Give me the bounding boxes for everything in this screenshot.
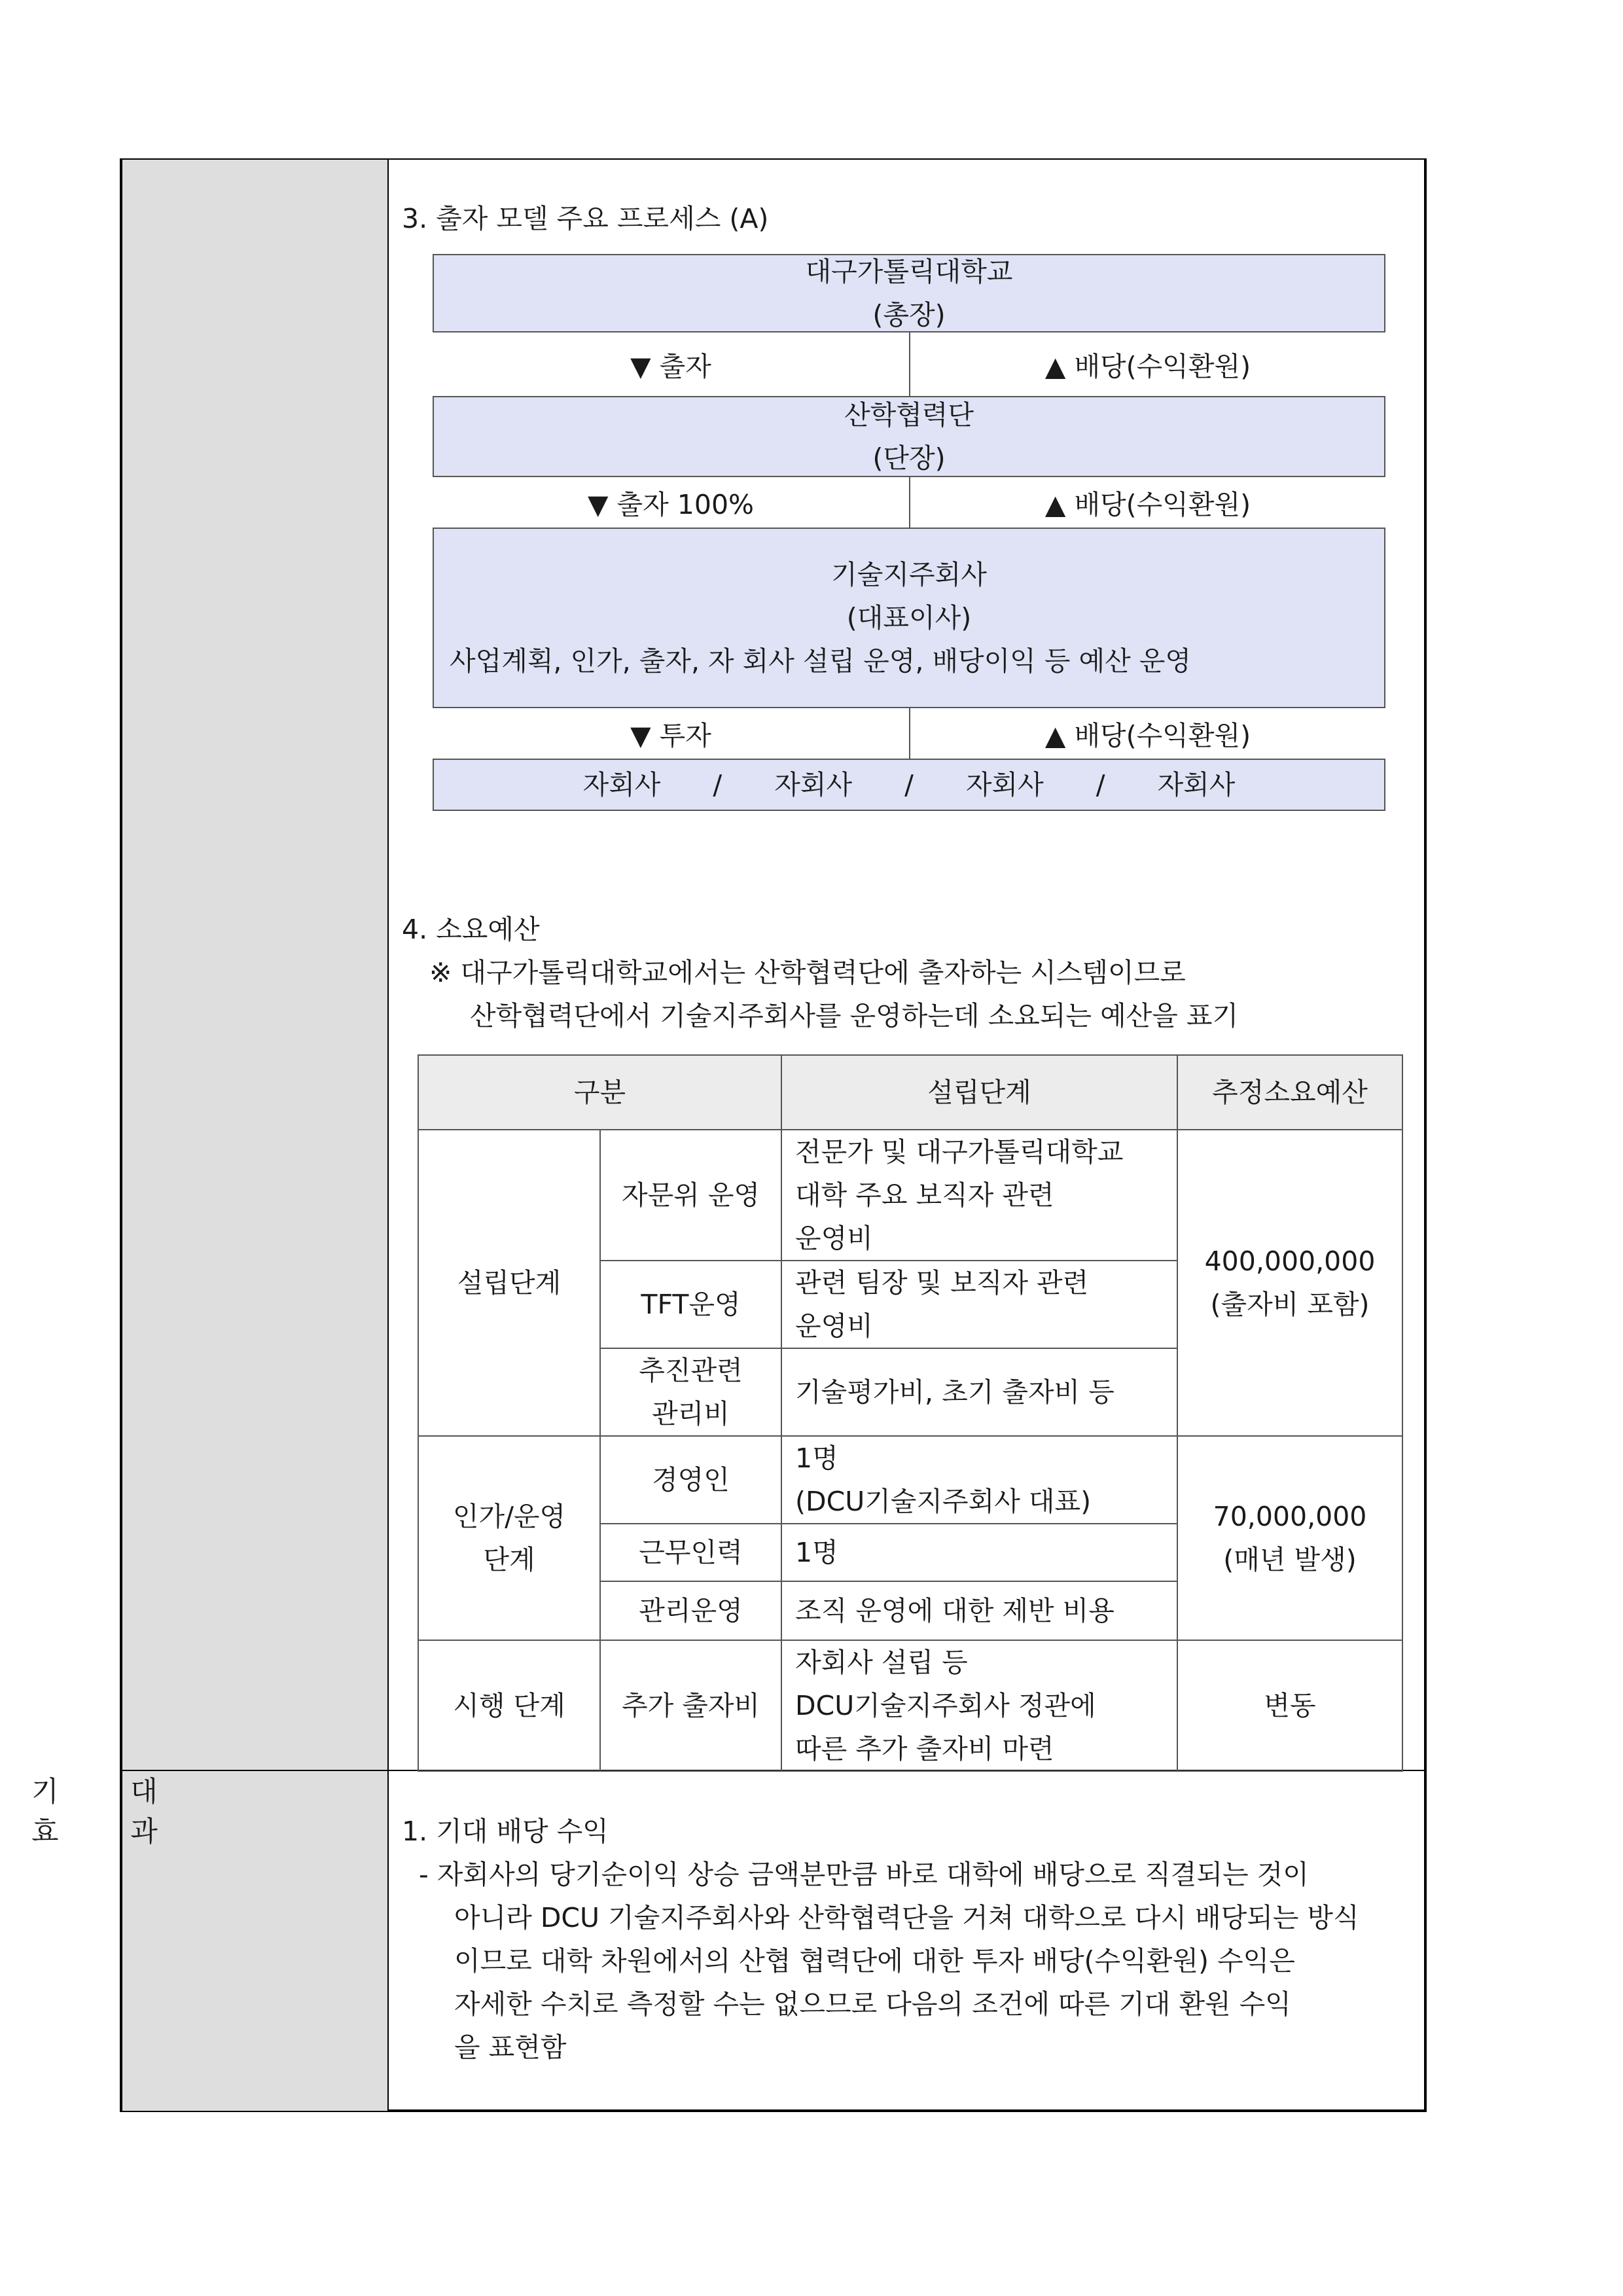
effects-line: 아니라 DCU 기술지주회사와 산학협력단을 거쳐 대학으로 다시 배당되는 방식 [454,1902,1359,1933]
university-role: (총장) [872,299,946,331]
subsidiaries-box [433,759,1385,811]
item-label: 관리운영 [600,1581,781,1640]
table-row [418,1130,1402,1261]
item-label: 추가 출자비 [600,1640,781,1771]
process-heading: 3. 출자 모델 주요 프로세스 (A) [402,203,769,234]
flow-row-1 [433,332,1385,396]
item-label: TFT운영 [600,1261,781,1348]
budget-note-line-1: ※ 대구가톨릭대학교에서는 산학협력단에 출자하는 시스템이므로 [429,957,1186,988]
effects-line: 자세한 수치로 측정할 수는 없으므로 다음의 조건에 따른 기대 환원 수익 [454,1988,1291,2020]
dividend-arrow-label: ▲ 배당(수익환원) [1044,489,1251,520]
subsidiary-label: 자회사 [774,769,853,800]
group-estimate: 70,000,000 (매년 발생) [1177,1436,1402,1640]
holding-company-role: (대표이사) [846,602,972,634]
industry-foundation-box [433,396,1385,477]
effects-heading: 1. 기대 배당 수익 [402,1816,609,1847]
holding-company-duties: 사업계획, 인가, 출자, 자 회사 설립 운영, 배당이익 등 예산 운영 [450,645,1191,677]
header-estimate: 추정소요예산 [1177,1055,1402,1130]
dividend-arrow-label: ▲ 배당(수익환원) [1044,720,1251,751]
item-description: 기술평가비, 초기 출자비 등 [781,1348,1177,1436]
subsidiary-label: 자회사 [965,769,1044,800]
dividend-arrow-label: ▲ 배당(수익환원) [1044,351,1251,382]
effects-line: 을 표현함 [454,2032,567,2063]
holding-company-box [433,528,1385,708]
item-label: 자문위 운영 [600,1130,781,1261]
group-estimate: 변동 [1177,1640,1402,1771]
university-box [433,254,1385,332]
subsidiary-label: 자회사 [582,769,661,800]
table-row [418,1640,1402,1771]
foundation-name: 산학협력단 [844,399,974,431]
group-estimate: 400,000,000 (출자비 포함) [1177,1130,1402,1436]
flow-row-2 [433,477,1385,528]
table-header-row [418,1055,1402,1130]
item-description: 관련 팀장 및 보직자 관련 운영비 [781,1261,1177,1348]
item-description: 1명 (DCU기술지주회사 대표) [781,1436,1177,1524]
invest-arrow-label: ▼ 출자 100% [587,489,755,520]
foundation-role: (단장) [872,442,946,474]
invest-arrow-label: ▼ 투자 [630,720,711,751]
item-description: 자회사 설립 등 DCU기술지주회사 정관에 따른 추가 출자비 마련 [781,1640,1177,1771]
header-category: 구분 [418,1055,781,1130]
effects-line: - 자회사의 당기순이익 상승 금액분만큼 바로 대학에 배당으로 직결되는 것이 [419,1859,1309,1890]
separator: / [713,769,722,800]
item-label: 추진관련 관리비 [600,1348,781,1436]
university-name: 대구가톨릭대학교 [805,256,1013,287]
item-description: 전문가 및 대구가톨릭대학교 대학 주요 보직자 관련 운영비 [781,1130,1177,1261]
item-label: 근무인력 [600,1524,781,1581]
group-label: 인가/운영 단계 [418,1436,600,1640]
effects-line: 이므로 대학 차원에서의 산협 협력단에 대한 투자 배당(수익환원) 수익은 [454,1945,1295,1977]
budget-note-line-2: 산학협력단에서 기술지주회사를 운영하는데 소요되는 예산을 표기 [470,1000,1239,1031]
label-cell-top [122,160,389,1770]
group-label: 설립단계 [418,1130,600,1436]
separator: / [904,769,914,800]
flow-row-3 [433,708,1385,759]
item-description: 조직 운영에 대한 제반 비용 [781,1581,1177,1640]
header-stage: 설립단계 [781,1055,1177,1130]
holding-company-name: 기술지주회사 [831,559,987,590]
table-row [418,1436,1402,1524]
item-description: 1명 [781,1524,1177,1581]
item-label: 경영인 [600,1436,781,1524]
separator: / [1096,769,1105,800]
subsidiary-label: 자회사 [1157,769,1236,800]
budget-table [418,1054,1403,1772]
invest-arrow-label: ▼ 출자 [630,351,711,382]
group-label: 시행 단계 [418,1640,600,1771]
budget-heading: 4. 소요예산 [402,914,540,945]
expected-effects-label: 기 대 효 과 [31,1776,189,1848]
